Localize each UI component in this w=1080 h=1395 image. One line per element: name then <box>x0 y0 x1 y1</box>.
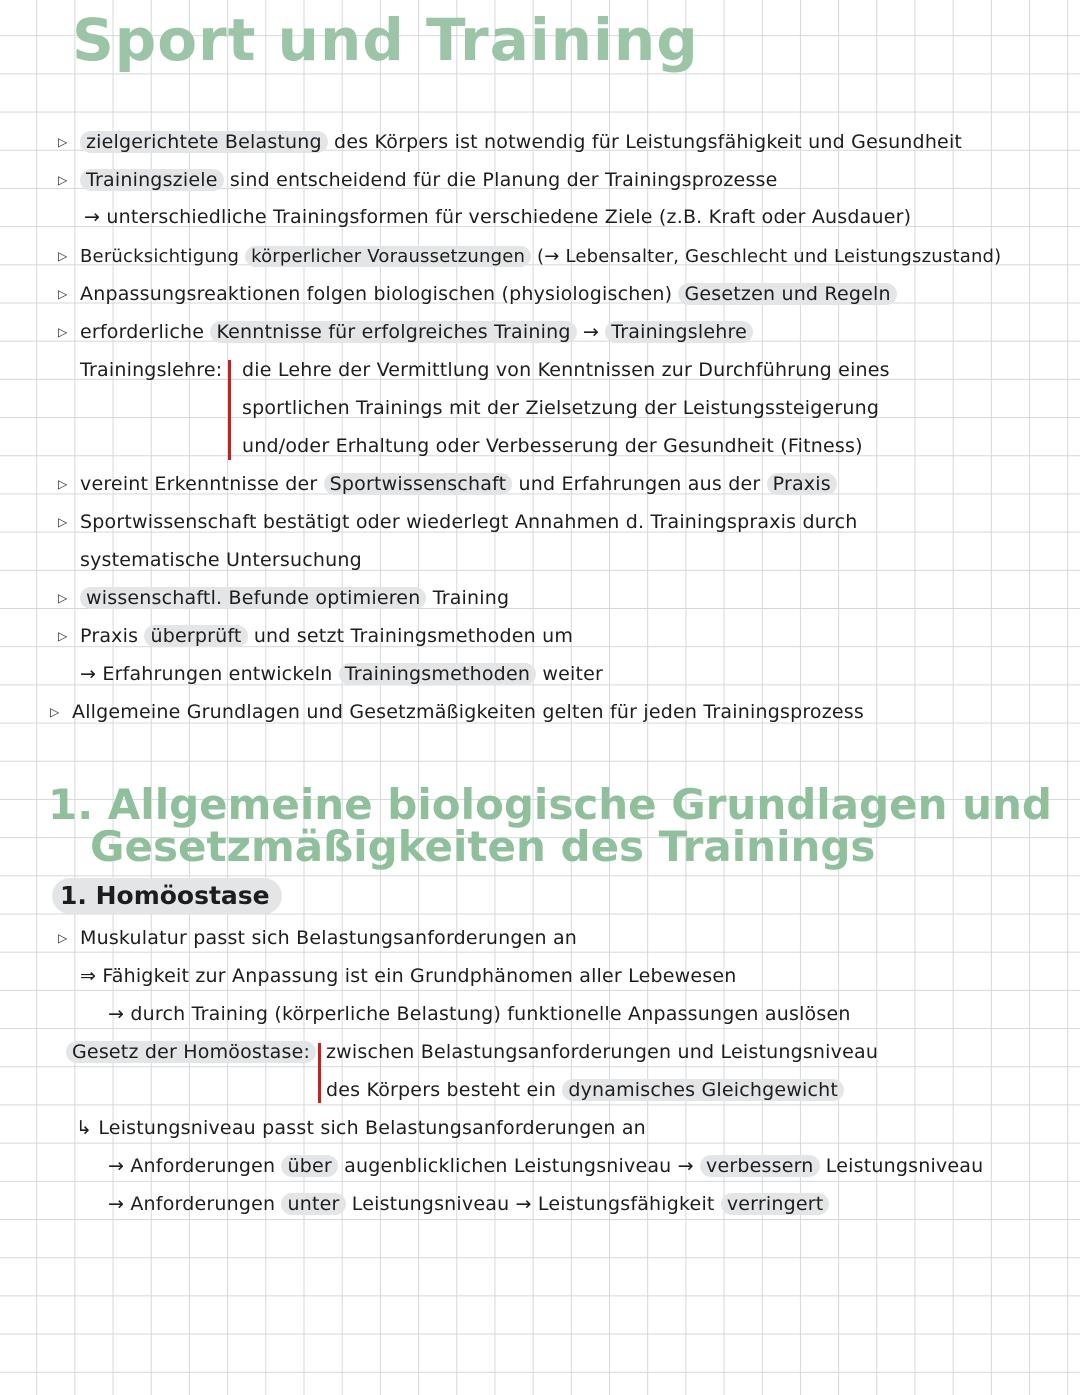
triangle-bullet-icon: ▷ <box>58 135 68 149</box>
definition-text: die Lehre der Vermittlung von Kenntnissen zur Durchführung eines <box>242 359 890 381</box>
bullet-line: ▷ Trainingsziele sind entscheidend für die Planung der Trainingsprozesse <box>58 169 778 191</box>
red-margin-bar <box>228 360 231 460</box>
bullet-line: ▷ Muskulatur passt sich Belastungsanforderungen an <box>58 927 578 949</box>
triangle-bullet-icon: ▷ <box>58 591 68 605</box>
section-heading-line1: 1. Allgemeine biologische Grundlagen und <box>48 780 1052 829</box>
highlight: körperlicher Voraussetzungen <box>245 246 531 267</box>
bullet-line: ▷ Allgemeine Grundlagen und Gesetzmäßigkeiten gelten für jeden Trainingsprozess <box>50 701 865 723</box>
definition-text: und/oder Erhaltung oder Verbesserung der Gesundheit (Fitness) <box>242 435 863 457</box>
triangle-bullet-icon: ▷ <box>58 515 68 529</box>
section-heading <box>48 780 1052 871</box>
triangle-bullet-icon: ▷ <box>58 629 68 643</box>
highlight: Sportwissenschaft <box>324 473 513 495</box>
law-term <box>66 1039 316 1065</box>
highlight: Gesetz der Homöostase: <box>66 1041 316 1063</box>
law-text: zwischen Belastungsanforderungen und Leistungsniveau <box>326 1041 879 1063</box>
highlight: Trainingsziele <box>80 169 224 191</box>
triangle-bullet-icon: ▷ <box>58 249 68 263</box>
highlight: zielgerichtete Belastung <box>80 131 328 153</box>
definition-text: sportlichen Trainings mit der Zielsetzung der Leistungssteigerung <box>242 397 880 419</box>
highlight: verringert <box>721 1193 830 1215</box>
triangle-bullet-icon: ▷ <box>58 325 68 339</box>
bullet-line: ▷ Sportwissenschaft bestätigt oder wiederlegt Annahmen d. Trainingspraxis durch <box>58 511 858 533</box>
arrow-line: → Anforderungen unter Leistungsniveau → Leistungsfähigkeit verringert <box>108 1191 829 1217</box>
arrow-line: → durch Training (körperliche Belastung) funktionelle Anpassungen auslösen <box>108 1003 851 1025</box>
implication-line: ⇒ Fähigkeit zur Anpassung ist ein Grundphänomen aller Lebewesen <box>80 965 737 987</box>
bullet-line: ▷ wissenschaftl. Befunde optimieren Training <box>58 587 510 609</box>
highlight: unter <box>281 1193 345 1215</box>
highlight: dynamisches Gleichgewicht <box>562 1079 844 1101</box>
highlight: überprüft <box>144 625 247 647</box>
bullet-line: ▷ erforderliche Kenntnisse für erfolgreiches Training → Trainingslehre <box>58 319 753 345</box>
bullet-line: ▷ vereint Erkenntnisse der Sportwissenschaft und Erfahrungen aus der Praxis <box>58 471 837 497</box>
highlight: verbessern <box>700 1155 820 1177</box>
section-heading-line2: Gesetzmäßigkeiten des Trainings <box>90 822 876 871</box>
highlight: Trainingsmethoden <box>339 663 536 685</box>
highlight: wissenschaftl. Befunde optimieren <box>80 587 426 609</box>
arrow-line: ↳ Leistungsniveau passt sich Belastungsanforderungen an <box>76 1117 646 1139</box>
triangle-bullet-icon: ▷ <box>58 931 68 945</box>
continued-line: systematische Untersuchung <box>80 549 362 571</box>
red-margin-bar <box>318 1043 321 1103</box>
arrow-line: → unterschiedliche Trainingsformen für verschiedene Ziele (z.B. Kraft oder Ausdauer) <box>84 206 912 228</box>
page-title: Sport und Training <box>72 6 699 74</box>
triangle-bullet-icon: ▷ <box>50 705 60 719</box>
arrow-line: → Anforderungen über augenblicklichen Leistungsniveau → verbessern Leistungsniveau <box>108 1155 984 1177</box>
highlight: Praxis <box>767 473 837 495</box>
bullet-line: ▷ Anpassungsreaktionen folgen biologischen (physiologischen) Gesetzen und Regeln <box>58 281 897 307</box>
arrow-line: → Erfahrungen entwickeln Trainingsmethoden weiter <box>80 663 603 685</box>
highlight: Gesetzen und Regeln <box>678 283 896 305</box>
highlight: über <box>281 1155 337 1177</box>
bullet-line: ▷ Berücksichtigung körperlicher Voraussetzungen (→ Lebensalter, Geschlecht und Leistungszustand) <box>58 243 1001 270</box>
bullet-line: ▷ Praxis überprüft und setzt Trainingsmethoden um <box>58 625 574 647</box>
definition-term: Trainingslehre: <box>80 359 223 381</box>
bullet-line: ▷ zielgerichtete Belastung des Körpers ist notwendig für Leistungsfähigkeit und Gesundheit <box>58 131 963 153</box>
triangle-bullet-icon: ▷ <box>58 173 68 187</box>
triangle-bullet-icon: ▷ <box>58 477 68 491</box>
triangle-bullet-icon: ▷ <box>58 287 68 301</box>
highlight: Kenntnisse für erfolgreiches Training <box>210 321 576 343</box>
highlight: Trainingslehre <box>605 321 753 343</box>
law-text: des Körpers besteht ein dynamisches Gleichgewicht <box>326 1077 844 1103</box>
subheading: 1. Homöostase <box>52 878 282 914</box>
